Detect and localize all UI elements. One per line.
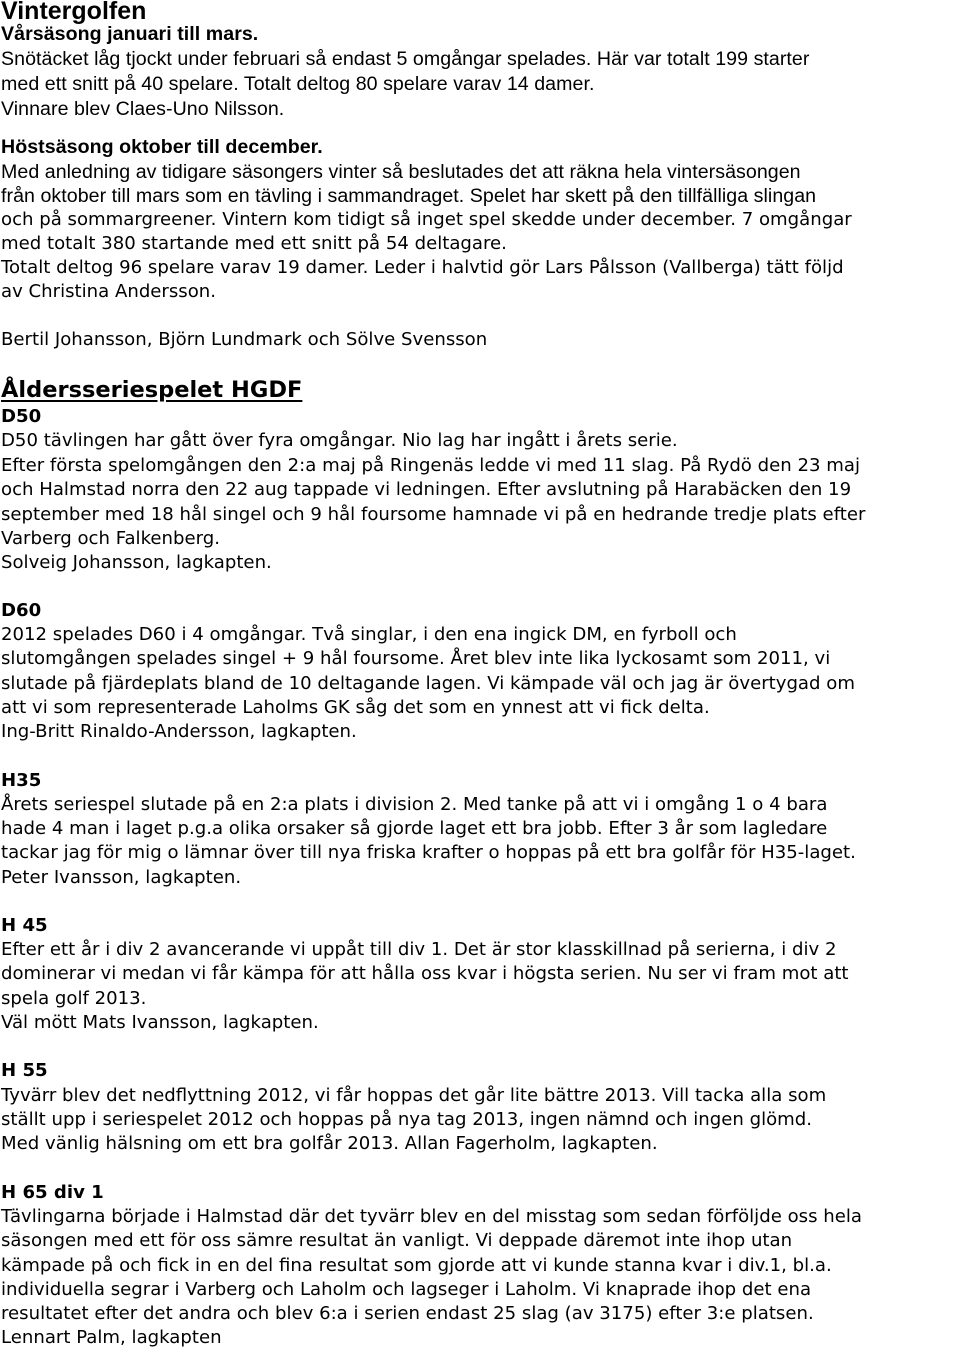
section-line: Tävlingarna började i Halmstad där det tyvärr blev en del misstag som sedan förföljde oss hela xyxy=(1,1206,862,1227)
section-heading-h65: H 65 div 1 xyxy=(1,1182,104,1203)
section-line: resultatet efter det andra och blev 6:a i serien endast 25 slag (av 3175) efter 3:e platsen. xyxy=(1,1303,814,1324)
vintergolfen-title: Vintergolfen xyxy=(1,0,147,25)
autumn-line: Totalt deltog 96 spelare varav 19 damer. Leder i halvtid gör Lars Pålsson (Vallberga) tätt följd xyxy=(1,257,844,278)
section-signature: Ing-Britt Rinaldo-Andersson, lagkapten. xyxy=(1,721,357,742)
section-line: tackar jag för mig o lämnar över till nya friska krafter o hoppas på ett bra golfår för H35-laget. xyxy=(1,842,856,863)
autumn-line: och på sommargreener. Vintern kom tidigt så inget spel skedde under december. 7 omgångar xyxy=(1,209,852,230)
autumn-line: av Christina Andersson. xyxy=(1,281,217,302)
section-line: kämpade på och fick in en del fina resultat som gjorde att vi kunde stanna kvar i div.1, bl.a. xyxy=(1,1255,832,1276)
section-line: Efter första spelomgången den 2:a maj på Ringenäs ledde vi med 11 slag. På Rydö den 23 maj xyxy=(1,455,860,476)
section-line: spela golf 2013. xyxy=(1,988,147,1009)
spring-line: Snötäcket låg tjockt under februari så endast 5 omgångar spelades. Här var totalt 199 starter xyxy=(1,48,810,70)
section-line: Varberg och Falkenberg. xyxy=(1,528,220,549)
section-heading-h55: H 55 xyxy=(1,1060,48,1081)
section-line: Efter ett år i div 2 avancerande vi uppåt till div 1. Det är stor klasskillnad på serierna, i div 2 xyxy=(1,939,837,960)
section-line: att vi som representerade Laholms GK såg det som en ynnest att vi fick delta. xyxy=(1,697,710,718)
spring-line: Vinnare blev Claes-Uno Nilsson. xyxy=(1,98,285,120)
section-line: individuella segrar i Varberg och Laholm och lagseger i Laholm. Vi knaprade ihop det ena xyxy=(1,1279,812,1300)
section-heading-d50: D50 xyxy=(1,406,42,427)
section-line: 2012 spelades D60 i 4 omgångar. Två singlar, i den ena ingick DM, en fyrboll och xyxy=(1,624,737,645)
section-line: hade 4 man i laget p.g.a olika orsaker så gjorde laget ett bra jobb. Efter 3 år som lagledare xyxy=(1,818,828,839)
section-line: slutade på fjärdeplats bland de 10 deltagande lagen. Vi kämpade väl och jag är övertygad om xyxy=(1,673,855,694)
autumn-line: med totalt 380 startande med ett snitt på 54 deltagare. xyxy=(1,233,507,254)
section-line: Tyvärr blev det nedflyttning 2012, vi får hoppas det går lite bättre 2013. Vill tacka alla som xyxy=(1,1085,827,1106)
section-line: september med 18 hål singel och 9 hål foursome hamnade vi på en hedrande tredje plats efter xyxy=(1,504,866,525)
section-signature: Peter Ivansson, lagkapten. xyxy=(1,867,242,888)
section-signature: Med vänlig hälsning om ett bra golfår 2013. Allan Fagerholm, lagkapten. xyxy=(1,1133,658,1154)
section-line: ställt upp i seriespelet 2012 och hoppas på nya tag 2013, ingen nämnd och ingen glömd. xyxy=(1,1109,813,1130)
section-line: slutomgången spelades singel + 9 hål foursome. Året blev inte lika lyckosamt som 2011, vi xyxy=(1,648,831,669)
section-line: dominerar vi medan vi får kämpa för att hålla oss kvar i högsta serien. Nu ser vi fram mot att xyxy=(1,963,849,984)
autumn-heading: Höstsäsong oktober till december. xyxy=(1,136,323,158)
section-line: Årets seriespel slutade på en 2:a plats i division 2. Med tanke på att vi i omgång 1 o 4 bara xyxy=(1,794,828,815)
spring-line: med ett snitt på 40 spelare. Totalt deltog 80 spelare varav 14 damer. xyxy=(1,73,595,95)
spring-heading: Vårsäsong januari till mars. xyxy=(1,23,259,45)
section-heading-h45: H 45 xyxy=(1,915,48,936)
autumn-line: från oktober till mars som en tävling i sammandraget. Spelet har skett på den tillfälliga slingan xyxy=(1,185,817,207)
autumn-line: Med anledning av tidigare säsongers vinter så beslutades det att räkna hela vintersäsongen xyxy=(1,161,801,183)
section-line: D50 tävlingen har gått över fyra omgångar. Nio lag har ingått i årets serie. xyxy=(1,430,678,451)
section-signature: Lennart Palm, lagkapten xyxy=(1,1327,222,1348)
section-heading-d60: D60 xyxy=(1,600,42,621)
section-line: säsongen med ett för oss sämre resultat än vanligt. Vi deppade däremot inte ihop utan xyxy=(1,1230,793,1251)
aldersserie-title: Åldersseriespelet HGDF xyxy=(1,377,303,403)
section-signature: Väl mött Mats Ivansson, lagkapten. xyxy=(1,1012,319,1033)
section-heading-h35: H35 xyxy=(1,770,42,791)
section-signature: Solveig Johansson, lagkapten. xyxy=(1,552,272,573)
authors-line: Bertil Johansson, Björn Lundmark och Sölve Svensson xyxy=(1,329,488,350)
section-line: och Halmstad norra den 22 aug tappade vi ledningen. Efter avslutning på Harabäcken den 19 xyxy=(1,479,852,500)
